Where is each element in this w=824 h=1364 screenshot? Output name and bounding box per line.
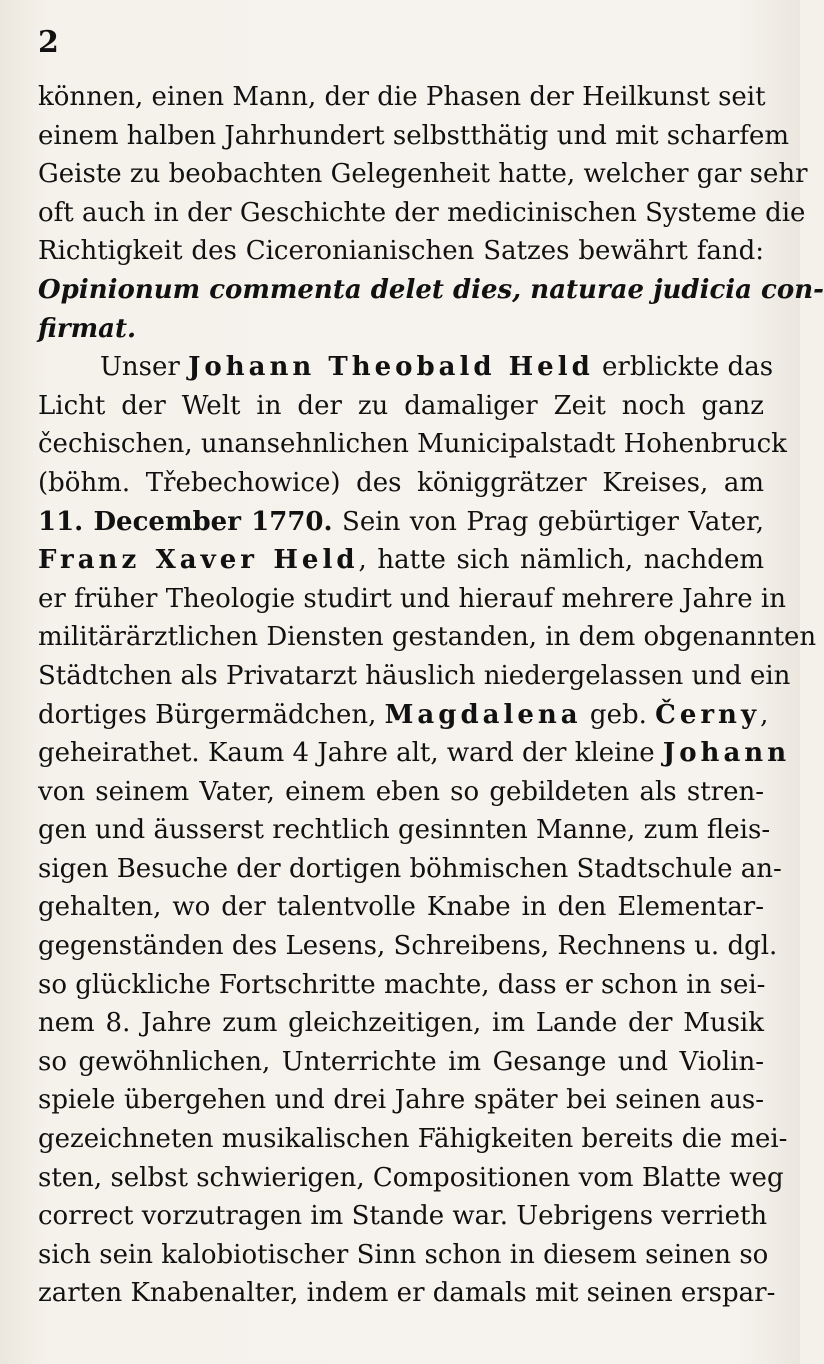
text-line: sigen Besuche der dortigen böhmischen Stadtschule an- bbox=[38, 853, 782, 884]
text-line: militärärztlichen Diensten gestanden, in dem obgenannten bbox=[38, 622, 817, 653]
text-line bbox=[38, 503, 764, 542]
text-line: können, einen Mann, der die Phasen der Heilkunst seit bbox=[38, 82, 766, 112]
text-line: čechischen, unansehnlichen Municipalstadt Hohenbruck bbox=[38, 429, 787, 460]
birth-date: 11. December 1770. bbox=[38, 506, 333, 537]
text-line: gen und äusserst rechtlich gesinnten Manne, zum fleis- bbox=[38, 815, 771, 846]
text-line: (böhm. Třebechowice) des königgrätzer Kreises, am bbox=[38, 467, 764, 498]
spaced-name: Johann Theobald Held bbox=[188, 352, 594, 383]
text-line: nem 8. Jahre zum gleichzeitigen, im Lande der Musik bbox=[38, 1008, 764, 1039]
spaced-name: Johann bbox=[662, 738, 791, 769]
text-line: so gewöhnlichen, Unterrichte im Gesange und Violin- bbox=[38, 1046, 764, 1077]
text-segment: Unser bbox=[100, 352, 189, 383]
text-segment: Sein von Prag gebürtiger Vater, bbox=[332, 506, 764, 537]
body-text bbox=[38, 78, 824, 1313]
text-line: einem halben Jahrhundert selbstthätig und mit scharfem bbox=[38, 120, 790, 151]
text-line: Richtigkeit des Ciceronianischen Satzes bewährt fand: bbox=[38, 236, 764, 267]
spaced-name: Magdalena bbox=[384, 699, 582, 730]
page-number: 2 bbox=[38, 25, 59, 60]
text-line bbox=[38, 696, 769, 735]
text-line: Städtchen als Privatarzt häuslich niedergelassen und ein bbox=[38, 660, 791, 691]
text-line: gehalten, wo der talentvolle Knabe in den Elementar- bbox=[38, 892, 764, 923]
text-line: oft auch in der Geschichte der medicinischen Systeme die bbox=[38, 197, 806, 228]
text-line: sich sein kalobiotischer Sinn schon in diesem seinen so bbox=[38, 1239, 769, 1270]
text-line bbox=[38, 541, 764, 580]
text-line: so glückliche Fortschritte machte, dass er schon in sei- bbox=[38, 969, 766, 1000]
text-line: zarten Knabenalter, indem er damals mit seinen erspar- bbox=[38, 1278, 776, 1309]
text-line: spiele übergehen und drei Jahre später bei seinen aus- bbox=[38, 1085, 764, 1116]
latin-quote-line: firmat. bbox=[38, 313, 137, 344]
text-segment: erblickte das bbox=[593, 352, 774, 383]
text-segment: geb. bbox=[581, 699, 656, 730]
text-line: Geiste zu beobachten Gelegenheit hatte, welcher gar sehr bbox=[38, 159, 808, 190]
latin-quote-line: Opinionum commenta delet dies, naturae judicia con- bbox=[38, 274, 824, 305]
text-line: gezeichneten musikalischen Fähigkeiten bereits die mei- bbox=[38, 1124, 788, 1155]
text-line bbox=[38, 348, 774, 387]
text-line: Licht der Welt in der zu damaliger Zeit noch ganz bbox=[38, 390, 764, 421]
text-segment: , hatte sich nämlich, nachdem bbox=[358, 545, 764, 576]
text-line: correct vorzutragen im Stande war. Uebrigens verrieth bbox=[38, 1201, 768, 1232]
text-line: gegenständen des Lesens, Schreibens, Rechnens u. dgl. bbox=[38, 931, 778, 962]
spaced-name: Černy bbox=[655, 699, 761, 730]
text-line: von seinem Vater, einem eben so gebildeten als stren- bbox=[38, 776, 764, 807]
text-segment: geheirathet. Kaum 4 Jahre alt, ward der kleine bbox=[38, 738, 663, 769]
text-segment: dortiges Bürgermädchen, bbox=[38, 699, 385, 730]
text-segment: , bbox=[760, 699, 769, 730]
text-line bbox=[38, 734, 791, 773]
text-line: sten, selbst schwierigen, Compositionen vom Blatte weg bbox=[38, 1162, 784, 1193]
text-line: er früher Theologie studirt und hierauf mehrere Jahre in bbox=[38, 583, 786, 614]
spaced-name: Franz Xaver Held bbox=[38, 545, 359, 576]
